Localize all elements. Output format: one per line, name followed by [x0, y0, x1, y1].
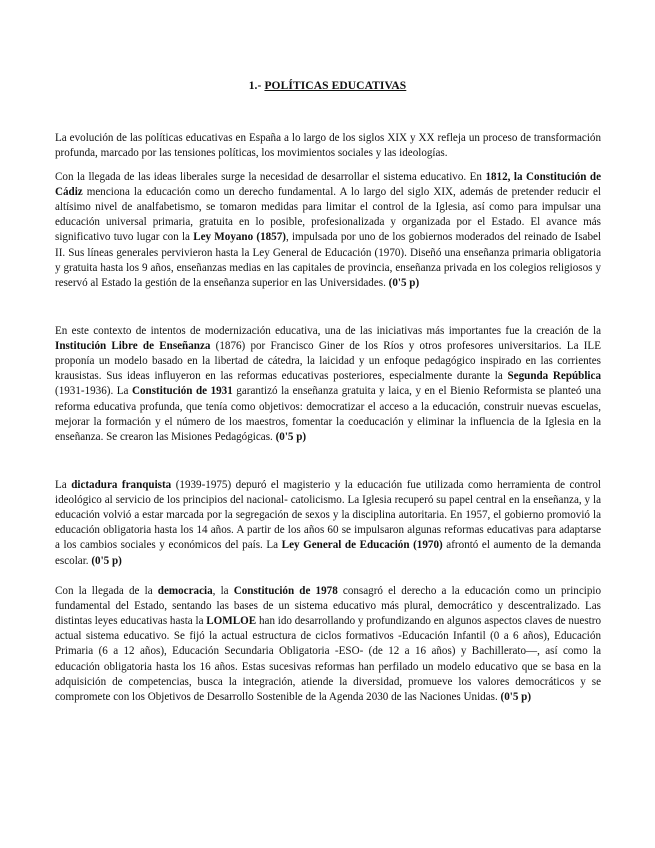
bold-term: dictadura franquista — [71, 479, 172, 492]
text-run: , la — [212, 585, 234, 598]
paragraph-ile-republica — [55, 324, 601, 445]
text-run: garantizó la enseñanza gratuita y laica, y en el Bienio Reformista se planteó una reforma educativa profunda, que tenía como objetivos: democratizar el acceso a la educación, construir nuevas escuelas, mejorar la formación y el número de los maestros, fomentar la coeducación y eliminar la influencia de la Iglesia en la enseñanza. Se crearon las Misiones Pedagógicas. — [55, 385, 601, 443]
text-run: afrontó el aumento de la demanda escolar. — [55, 539, 601, 567]
text-run: (1939-1975) depuró el magisterio y la educación fue utilizada como herramienta de control ideológico al servicio de los principios del nacional- catolicismo. La Iglesia recuperó su papel central en la enseñanza, y la educación volvió a estar marcada por la segregación de sexos y la disciplina autoritaria. En 1957, el gobierno promovió la educación obligatoria hasta los 14 años. A partir de los años 60 se impulsaron algunas reformas educativas para adaptarse a los cambios sociales y económicos del país. La — [55, 479, 601, 552]
text-run: menciona la educación como un derecho fundamental. A lo largo del siglo XIX, además de pretender reducir el altísimo nivel de analfabetismo, se tomaron medidas para limitar el control de la Iglesia, así como para impulsar una educación universal primaria, gratuita en lo posible, profesionalizada y organizada por el Estado. El avance más significativo tuvo lugar con la — [55, 186, 601, 244]
title-text: POLÍTICAS EDUCATIVAS — [264, 80, 407, 92]
bold-term: democracia — [157, 585, 213, 598]
paragraph-franquismo — [55, 478, 601, 569]
bold-term: Constitución de 1931 — [132, 385, 233, 398]
bold-term: (0'5 p) — [388, 276, 420, 289]
title-number: 1.- — [248, 80, 265, 92]
text-run: han ido desarrollando y profundizando en algunos aspectos claves de nuestro actual sistema educativo. Se fijó la actual estructura de ciclos formativos -Educación Infantil (0 a 6 años), Educación Primaria (6 a 12 años), Educación Secundaria Obligatoria -ESO- (de 12 a 16 años) y Bachillerato—, así como la educación obligatoria hasta los 16 años. Estas sucesivas reformas han perfilado un modelo educativo que se basa en la adquisición de competencias, busca la integración, atiende la diversidad, promueve los valores democráticos y se compromete con los Objetivos de Desarrollo Sostenible de la Agenda 2030 de las Naciones Unidas. — [55, 615, 601, 703]
bold-term: Segunda República — [507, 370, 601, 383]
text-run: La evolución de las políticas educativas en España a lo largo de los siglos XIX y XX refleja un proceso de transformación profunda, marcado por las tensiones políticas, los movimientos sociales y las ideologías. — [55, 132, 601, 160]
paragraph-democracia — [55, 584, 601, 705]
text-run: , impulsada por uno de los gobiernos moderados del reinado de Isabel II. Sus líneas generales pervivieron hasta la Ley General de Educación (1970). Diseñó una enseñanza primaria obligatoria y gratuita hasta los 9 años, enseñanzas medias en las capitales de provincia, enseñanza privada en los colegios religiosos y reservó al Estado la gestión de la enseñanza superior en las Universidades. — [55, 231, 602, 289]
bold-term: (0'5 p) — [275, 430, 307, 443]
bold-term: Constitución de 1978 — [233, 585, 338, 598]
text-run: La — [55, 479, 72, 492]
page-title — [0, 80, 655, 92]
bold-term: Ley Moyano (1857) — [193, 231, 286, 244]
text-run: En este contexto de intentos de modernización educativa, una de las iniciativas más importantes fue la creación de la — [55, 325, 601, 338]
bold-term: (0'5 p) — [91, 554, 122, 567]
text-run: Con la llegada de la — [55, 585, 158, 598]
text-run: (1931-1936). La — [55, 385, 132, 398]
bold-term: Institución Libre de Enseñanza — [55, 340, 211, 353]
text-run: Con la llegada de las ideas liberales surge la necesidad de desarrollar el sistema educativo. En — [55, 171, 486, 184]
paragraph-siglo-xix — [55, 170, 601, 291]
paragraph-intro — [55, 131, 601, 161]
text-run: consagró el derecho a la educación como un principio fundamental del Estado, sentando las bases de un sistema educativo más plural, democrático y descentralizado. Las distintas leyes educativas hasta la — [55, 585, 602, 628]
text-run: (1876) por Francisco Giner de los Ríos y otros profesores universitarios. La ILE proponía un modelo basado en la libertad de cátedra, la laicidad y un enfoque pedagógico inspirado en las corrientes krausistas. Sus ideas influyeron en las reformas educativas posteriores, especialmente durante la — [55, 340, 601, 383]
bold-term: 1812, la Constitución de Cádiz — [55, 171, 602, 199]
bold-term: Ley General de Educación (1970) — [281, 539, 443, 552]
bold-term: LOMLOE — [206, 615, 257, 628]
bold-term: (0'5 p) — [500, 690, 532, 703]
